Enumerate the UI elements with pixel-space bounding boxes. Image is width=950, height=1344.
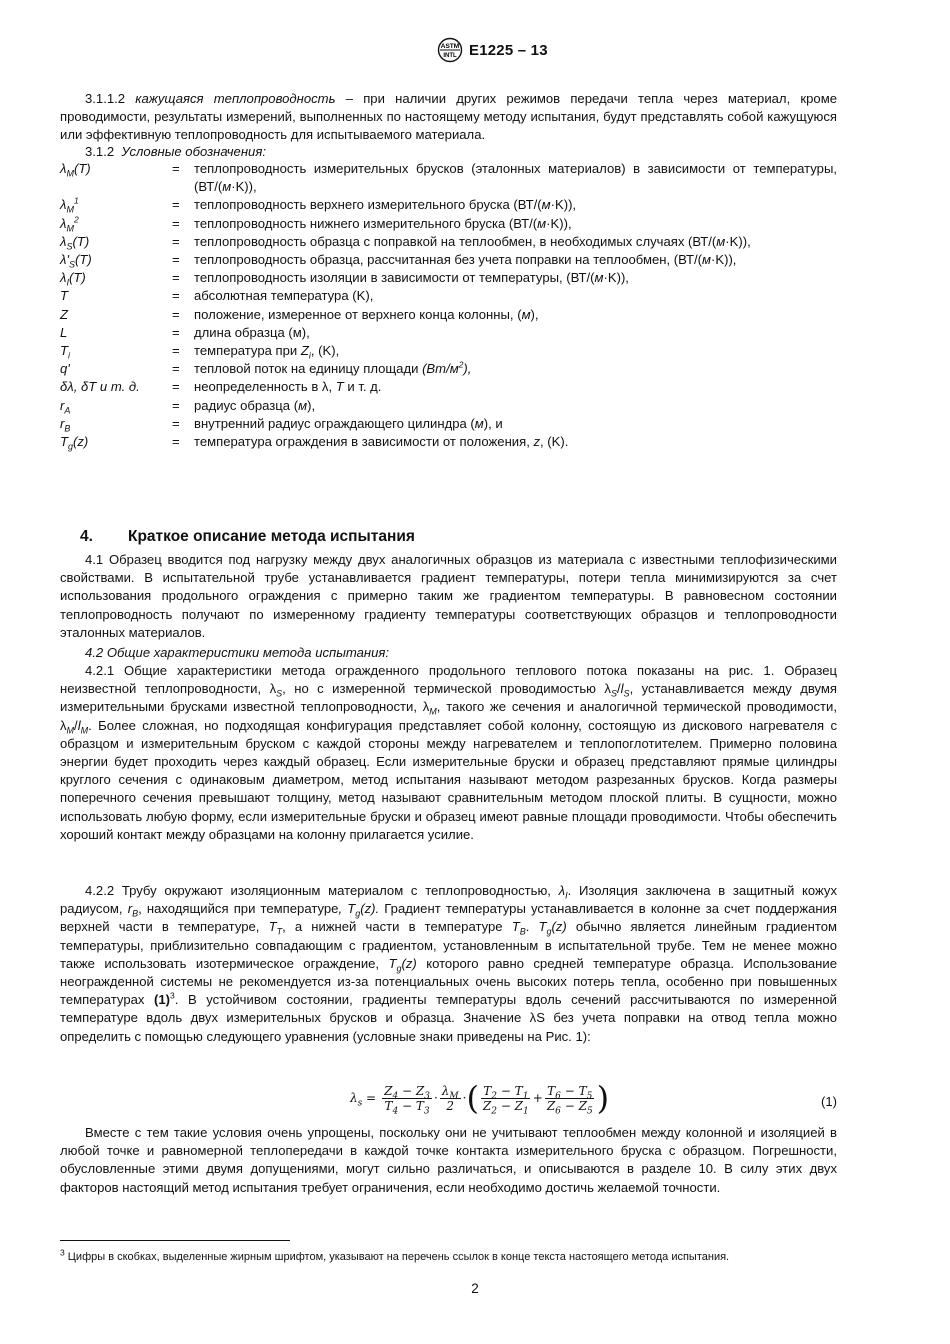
symbol: L (60, 324, 68, 340)
symbol: $r_B$ (60, 415, 71, 434)
equals-sign: = (172, 252, 180, 268)
symbol-row (60, 324, 837, 342)
paragraph-4-1: 4.1 Образец вводится под нагрузку между двух аналогичных образцов из материала с известными теплофизическими свойствами. В испытательной трубе устанавливается градиент температуры, потери тепла минимизируются за счет использования продольного ограждения с примерно таким же градиентом температуры. В равновесном состоянии теплопроводность получают по измеренному градиенту температуры соответствующих образцов и теплопроводности эталонных материалов. (60, 552, 837, 640)
symbol-row (60, 196, 837, 214)
paragraph-4-2-1: 4.2.1 Общие характеристики метода огражденного продольного теплового потока показаны на рис. 1. Образец неизвестной теплопроводности, $\lambda_S$, но с измеренной термической проводимостью $\lambda_S/l_S$, устанавливается между двумя измерительными брусками известной теплопроводности, $\lambda_M$, такого же сечения и аналогичной термической проводимости, $\lambda_M/l_M$. Более сложная, но подходящая конфигурация представляет собой колонну, состоящую из дискового нагревателя с образцом и измерительным бруском с каждой стороны между нагревателем и теплопоглотителем. Примерно половина энергии будет проходить через каждый образец. Если измерительные бруски и образец представляют прямые цилиндры круглого сечения с одинаковым диаметром, метод испытания называют методом разрезанных брусков. Когда размеры поперечного сечения превышают толщину, метод называют сравнительным методом плоской плиты. В сущности, можно использовать любую форму, если измерительные бруски и образец имеют равные площади проводимости. Чтобы обеспечить хороший контакт между образцами на колонну прилагается усилие. (60, 663, 838, 842)
symbol: δλ, δT и т. д. (60, 379, 140, 395)
symbol-row (60, 433, 837, 451)
symbol: $\lambda_M^1$ (60, 196, 79, 216)
symbol-row (60, 397, 837, 415)
equals-sign: = (172, 343, 180, 359)
symbol-row (60, 306, 837, 324)
symbol: $r_A$ (60, 397, 71, 416)
equals-sign: = (172, 415, 180, 431)
equals-sign: = (172, 288, 180, 304)
symbol-definition: положение, измеренное от верхнего конца колонны, (м), (194, 306, 539, 322)
symbol-definition: теплопроводность образца, рассчитанная без учета поправки на теплообмен, (ВТ/(м·K)), (194, 252, 737, 268)
symbol: Z (60, 306, 68, 322)
symbol-definition: внутренний радиус ограждающего цилиндра (м), и (194, 415, 503, 431)
symbol: $T_g(z)$ (60, 434, 89, 452)
equals-sign: = (172, 161, 180, 176)
symbol-definition: теплопроводность нижнего измерительного бруска (ВТ/(м·K)), (194, 215, 572, 231)
symbol-definition: теплопроводность изоляции в зависимости от температуры, (ВТ/(м·K)), (194, 270, 629, 286)
symbol-row (60, 215, 837, 233)
symbol-definition: теплопроводность образца с поправкой на теплообмен, в необходимых случаях (ВТ/(м·K)), (194, 233, 751, 249)
equals-sign: = (172, 324, 180, 340)
page-number: 2 (471, 1281, 479, 1296)
paragraph-4-2-2: 4.2.2 Трубу окружают изоляционным материалом с теплопроводностью, $\lambda_I$. Изоляция заключена в защитный кожух радиусом, $r_B$, находящийся при температуре, $T_g(z)$. Градиент температуры устанавливается в колонне за счет поддержания верхней части в температуре, $T_T$, а нижней части в температуре $T_B$. $T_g(z)$ обычно является линейным градиентом температуры, приблизительно совпадающим с градиентом, установленным в испытательной трубе. Тем не менее можно также использовать изотермическое ограждение, $T_g(z)$ которого равно средней температуре образца. Использование неогражденной системы не рекомендуется из-за потенциальных очень высоких потерь тепла, особенно при повышенных температурах $(1)^3$. В устойчивом состоянии, градиенты температуры вдоль сечений рассчитываются по измеренной температуре вдоль двух измерительных брусков и образца. Значение λS без учета поправки на отвод тепла можно определить с помощью следующего уравнения (условные знаки приведены на Рис. 1): (60, 883, 838, 1044)
standard-code: E1225 – 13 (469, 41, 548, 59)
symbol-definition: теплопроводность измерительных брусков (эталонных материалов) в зависимости от температуры, (ВТ/(м·K)), (194, 161, 837, 195)
equals-sign: = (172, 397, 180, 413)
symbol: $\lambda_M(T)$ (60, 161, 91, 179)
symbol-definition: абсолютная температура (K), (194, 288, 374, 304)
symbol: $T_i$ (60, 343, 70, 361)
equals-sign: = (172, 215, 180, 231)
equation-formula: $\lambda_s$ = $\frac{Z_4 - Z_3}{T_4 - T_3}$ · $\frac{\lambda_M}{2}$ · ( $\frac{T_2 - T_1}{Z_2 - Z_1}$ + $\frac{T_6 - T_5}{Z_6 - Z_5}$ ) (350, 1079, 610, 1117)
symbol-row (60, 342, 837, 360)
footnote: $^3$ Цифры в скобках, выделенные жирным шрифтом, указывают на перечень ссылок в конце текста настоящего метода испытания. (60, 1247, 730, 1263)
paragraph-3-1-1-2: 3.1.1.2 кажущаяся теплопроводность – при наличии других режимов передачи тепла через материал, кроме проводимости, результаты измерений, выполненных по настоящему методу испытания, будут представлять собой кажущуюся или эффективную теплопроводность для испытываемого материала. (60, 91, 838, 143)
symbol-row (60, 287, 837, 305)
symbols-table (60, 160, 837, 451)
symbol: q' (60, 361, 70, 377)
symbol-definition: радиус образца (м), (194, 397, 316, 413)
symbol-definition: неопределенность в λ, T и т. д. (194, 379, 382, 395)
symbol: $\lambda_S(T)$ (60, 233, 90, 252)
footnote-divider (60, 1240, 290, 1241)
symbol-row (60, 251, 837, 269)
equals-sign: = (172, 270, 180, 286)
symbol: T (60, 288, 68, 304)
symbol-definition: длина образца (м), (194, 324, 310, 340)
paragraph-3-1-2: 3.1.2 Условные обозначения: (85, 144, 266, 159)
svg-text:ASTM: ASTM (440, 43, 460, 50)
astm-logo-icon (437, 37, 463, 63)
symbol: $\lambda'_S(T)$ (60, 252, 92, 270)
equation-1 (60, 1080, 837, 1126)
equals-sign: = (172, 434, 180, 450)
symbol-row (60, 269, 837, 287)
symbol-row (60, 360, 837, 378)
equals-sign: = (172, 379, 180, 395)
symbol-row (60, 415, 837, 433)
equals-sign: = (172, 306, 180, 322)
symbol-row (60, 378, 837, 396)
page-header (437, 37, 548, 63)
symbol-definition: теплопроводность верхнего измерительного бруска (ВТ/(м·K)), (194, 197, 577, 213)
symbol-row (60, 233, 837, 251)
symbol-definition: температура при $Z_i$, (K), (194, 343, 340, 361)
equals-sign: = (172, 197, 180, 213)
symbol-definition: температура ограждения в зависимости от положения, z, (K). (194, 434, 569, 450)
paragraph-after-equation: Вместе с тем такие условия очень упрощены, поскольку они не учитывают теплообмен между колонной и изоляцией в любой точке и равномерной теплопередачи в каждой точке контакта измерительного бруска с образцом. Погрешности, обусловленные этими двумя допущениями, могут сильно различаться, и описываются в разделе 10. В силу этих двух факторов настоящий метод испытания требует ограничения, если необходимо достичь желаемой точности. (60, 1125, 837, 1195)
symbol-row (60, 160, 837, 196)
paragraph-4-2: 4.2 Общие характеристики метода испытания: (85, 645, 390, 660)
equals-sign: = (172, 233, 180, 249)
equals-sign: = (172, 361, 180, 377)
equation-number: (1) (820, 1094, 837, 1109)
symbol-definition: тепловой поток на единицу площади $(Вт/м^2)$, (194, 359, 472, 377)
section-heading: 4. Краткое описание метода испытания (80, 528, 415, 545)
svg-text:INTL: INTL (443, 53, 457, 59)
symbol: $\lambda_M^2$ (60, 214, 79, 234)
symbol: $\lambda_I(T)$ (60, 270, 86, 288)
